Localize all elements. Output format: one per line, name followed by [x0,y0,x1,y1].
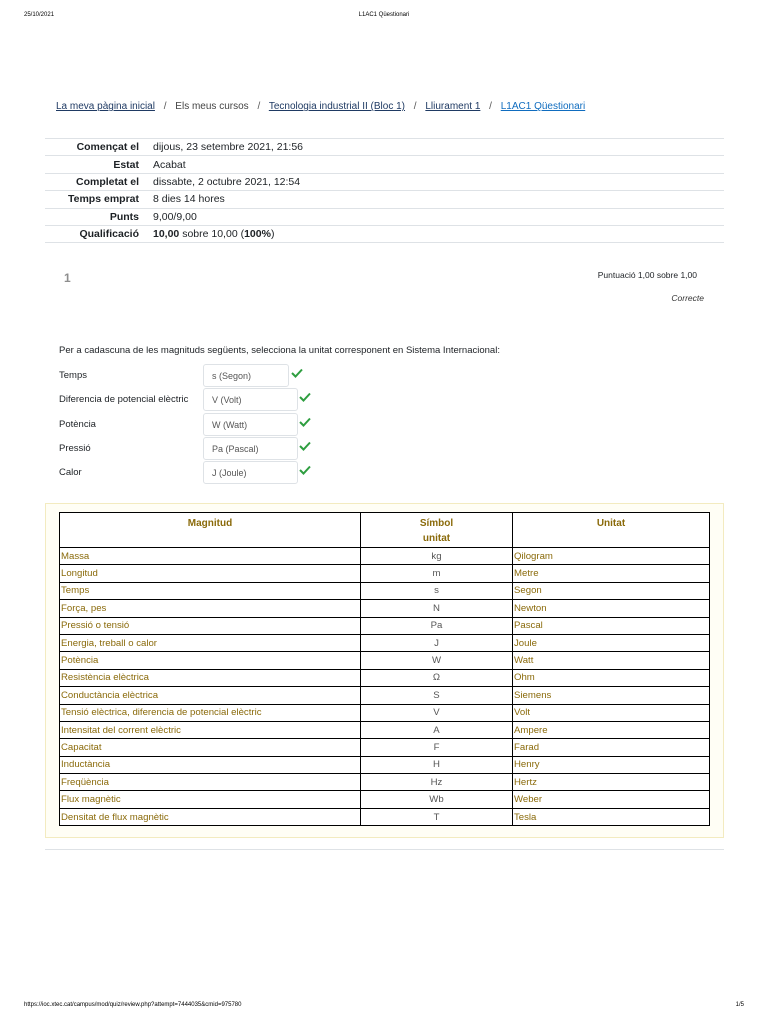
table-row [60,600,710,617]
cell-symbol: A [361,721,513,738]
match-label: Potència [59,419,96,430]
units-body [60,548,710,826]
summary-value: 8 dies 14 hores [153,193,225,206]
cell-magnitude: Potència [60,652,361,669]
cell-magnitude: Densitat de flux magnètic [60,808,361,825]
summary-value: 9,00/9,00 [153,210,197,223]
table-row [60,634,710,651]
cell-unit: Metre [513,565,710,582]
cell-unit: Weber [513,791,710,808]
answer-select[interactable]: s (Segon) [203,364,289,387]
match-row [59,437,319,461]
cell-symbol: W [361,652,513,669]
cell-magnitude: Temps [60,582,361,599]
breadcrumb-separator: / [489,101,492,112]
cell-symbol: m [361,565,513,582]
cell-magnitude: Longitud [60,565,361,582]
print-header [0,12,768,24]
question-number: 1 [64,271,71,285]
summary-label: Començat el [76,141,139,154]
breadcrumb-my-courses: Els meus cursos [175,101,249,112]
breadcrumb-separator: / [257,101,261,112]
header-symbol [361,513,513,548]
summary-label: Temps emprat [68,193,139,206]
summary-label: Completat el [75,175,139,188]
summary-row-completed [45,173,724,190]
match-label: Calor [59,467,82,478]
table-row [60,756,710,773]
summary-value: dissabte, 2 octubre 2021, 12:54 [153,175,301,188]
print-page-number: 1/5 [735,1002,744,1008]
cell-magnitude: Pressió o tensió [60,617,361,634]
cell-magnitude: Freqüència [60,774,361,791]
cell-unit: Ampere [513,721,710,738]
check-icon [291,368,303,378]
cell-unit: Farad [513,739,710,756]
print-title: L1AC1 Qüestionari [358,12,410,18]
summary-row-state [45,156,724,173]
cell-unit: Siemens [513,687,710,704]
table-row [60,687,710,704]
answer-select[interactable]: J (Joule) [203,461,298,484]
grade-out-of: sobre 10,00 ( [179,228,245,241]
breadcrumb-section-link[interactable]: Lliurament 1 [425,101,481,112]
cell-unit: Ohm [513,669,710,686]
units-header-row [60,513,710,548]
cell-symbol: S [361,687,513,704]
summary-label: Qualificació [79,228,139,241]
header-unit: Unitat [513,513,710,548]
summary-row-time-taken [45,191,724,208]
print-url: https://ioc.xtec.cat/campus/mod/quiz/review.php?attempt=7444035&cmid=975780 [24,1002,242,1008]
cell-symbol: J [361,634,513,651]
cell-symbol: V [361,704,513,721]
cell-unit: Joule [513,634,710,651]
cell-magnitude: Capacitat [60,739,361,756]
question-grade: Puntuació 1,00 sobre 1,00 [597,270,697,280]
table-row [60,652,710,669]
cell-symbol: kg [361,548,513,565]
cell-symbol: Pa [361,617,513,634]
answer-select[interactable]: Pa (Pascal) [203,437,298,460]
check-icon [299,441,311,451]
cell-magnitude: Conductància elèctrica [60,687,361,704]
question-text: Per a cadascuna de les magnituds següents, selecciona la unitat corresponent en Sistema Internacional: [59,345,500,356]
attempt-summary-table [45,138,724,243]
table-row [60,808,710,825]
cell-symbol: Wb [361,791,513,808]
table-row [60,548,710,565]
cell-unit: Volt [513,704,710,721]
breadcrumb-separator: / [413,101,417,112]
match-row [59,461,319,485]
cell-symbol: H [361,756,513,773]
breadcrumb-course-link[interactable]: Tecnologia industrial II (Bloc 1) [268,101,406,112]
cell-magnitude: Energia, treball o calor [60,634,361,651]
table-row [60,669,710,686]
summary-row-grade [45,225,724,242]
breadcrumb-separator: / [163,101,167,112]
grade-value: 10,00 [153,228,180,241]
grade-percent: 100% [244,228,271,241]
breadcrumb [56,101,585,112]
cell-magnitude: Inductància [60,756,361,773]
cell-unit: Hertz [513,774,710,791]
cell-unit: Tesla [513,808,710,825]
match-label: Temps [59,370,87,381]
table-row [60,704,710,721]
cell-symbol: F [361,739,513,756]
table-row [60,791,710,808]
summary-value: dijous, 23 setembre 2021, 21:56 [153,141,304,154]
match-row [59,413,319,437]
header-symbol-text: Símbol unitat [419,518,454,544]
table-row [60,582,710,599]
table-row [60,739,710,756]
breadcrumb-home-link[interactable]: La meva pàgina inicial [56,101,155,112]
breadcrumb-quiz-link[interactable]: L1AC1 Qüestionari [500,101,586,112]
summary-value: Acabat [153,158,186,171]
summary-row-marks [45,208,724,225]
cell-unit: Henry [513,756,710,773]
cell-magnitude: Resistència elèctrica [60,669,361,686]
cell-symbol: s [361,582,513,599]
table-row [60,721,710,738]
summary-value [149,225,724,242]
table-row [60,565,710,582]
cell-unit: Pascal [513,617,710,634]
summary-label: Estat [113,158,139,171]
check-icon [299,465,311,475]
cell-symbol: Ω [361,669,513,686]
answer-select[interactable]: V (Volt) [203,388,298,411]
cell-unit: Qilogram [513,548,710,565]
match-row [59,364,319,388]
units-table [59,512,710,826]
cell-symbol: T [361,808,513,825]
cell-magnitude: Força, pes [60,600,361,617]
check-icon [299,392,311,402]
table-row [60,617,710,634]
match-label: Pressió [59,443,91,454]
table-row [60,774,710,791]
cell-magnitude: Tensió elèctrica, diferencia de potencial elèctric [60,704,361,721]
summary-row-started [45,139,724,156]
match-label: Diferencia de potencial elèctric [59,394,189,405]
match-row [59,388,319,412]
print-date: 25/10/2021 [24,12,55,18]
summary-label: Punts [109,210,139,223]
cell-unit: Segon [513,582,710,599]
divider [45,849,724,850]
check-icon [299,417,311,427]
header-magnitude: Magnitud [60,513,361,548]
cell-unit: Watt [513,652,710,669]
cell-symbol: N [361,600,513,617]
cell-symbol: Hz [361,774,513,791]
cell-magnitude: Intensitat del corrent elèctric [60,721,361,738]
answer-select[interactable]: W (Watt) [203,413,298,436]
cell-magnitude: Flux magnètic [60,791,361,808]
cell-unit: Newton [513,600,710,617]
cell-magnitude: Massa [60,548,361,565]
grade-close: ) [270,228,275,241]
question-state: Correcte [671,293,704,303]
